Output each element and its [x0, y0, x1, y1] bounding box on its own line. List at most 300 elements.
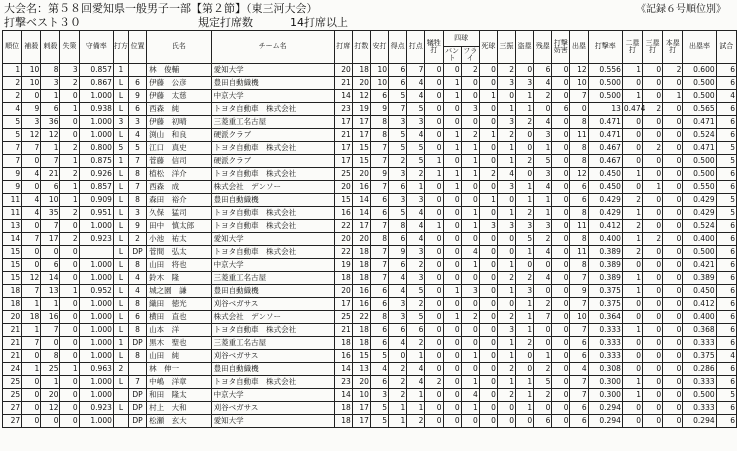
table-cell: 2 [60, 168, 79, 181]
table-cell: 0 [663, 324, 683, 337]
table-cell: 0 [479, 116, 497, 129]
table-cell: 6 [716, 64, 736, 77]
table-cell: 1 [461, 402, 479, 415]
table-cell: 0 [479, 246, 497, 259]
table-cell: 0.308 [588, 363, 622, 376]
table-cell: 株式会社 デンソー [211, 311, 334, 324]
table-cell: 12 [22, 129, 41, 142]
table-cell: 7 [570, 90, 588, 103]
table-cell: 0 [479, 324, 497, 337]
table-cell: 18 [352, 259, 370, 272]
table-cell: 20 [352, 233, 370, 246]
table-cell: 1 [113, 155, 128, 168]
table-cell: 0 [443, 415, 461, 428]
table-cell: 2 [497, 363, 515, 376]
table-row [3, 376, 737, 389]
table-cell: 0 [497, 90, 515, 103]
table-cell: 伊藤 初晴 [147, 116, 212, 129]
table-cell: 0 [497, 233, 515, 246]
table-cell: 6 [370, 298, 388, 311]
table-cell: 山田 純 [147, 350, 212, 363]
table-cell: 15 [352, 142, 370, 155]
table-cell: 18 [352, 324, 370, 337]
record-note: 《記録６号順位別》 [636, 4, 726, 15]
table-cell: 0 [60, 272, 79, 285]
table-cell: 1 [60, 194, 79, 207]
table-cell: 8 [389, 220, 407, 233]
table-cell: 9 [370, 168, 388, 181]
table-cell: 0 [497, 298, 515, 311]
table-cell: 0 [22, 415, 41, 428]
table-cell: 0.500 [683, 90, 716, 103]
table-cell: 21 [334, 324, 352, 337]
table-cell: 0 [60, 402, 79, 415]
table-cell: 0.412 [588, 220, 622, 233]
table-cell: 2 [497, 389, 515, 402]
table-cell: 22 [352, 311, 370, 324]
table-cell: 伊藤 公彦 [147, 77, 212, 90]
table-cell: 1.000 [79, 350, 113, 363]
table-cell: 3 [479, 220, 497, 233]
table-cell: 20 [334, 233, 352, 246]
table-cell: 0 [443, 246, 461, 259]
table-row [3, 233, 737, 246]
table-cell: 18 [352, 337, 370, 350]
table-cell: 17 [334, 116, 352, 129]
table-cell: 0.867 [79, 77, 113, 90]
table-cell: 7 [22, 285, 41, 298]
table-cell: 2 [643, 142, 663, 155]
table-cell: 0.909 [79, 194, 113, 207]
table-cell: 0 [663, 155, 683, 168]
table-cell: 6 [716, 233, 736, 246]
table-cell: 0 [552, 64, 570, 77]
table-cell: 0 [443, 116, 461, 129]
table-cell: 0.500 [683, 389, 716, 402]
table-cell: 2 [516, 272, 534, 285]
table-cell: 0 [41, 246, 60, 259]
table-cell: 1 [622, 272, 642, 285]
table-cell: 0.467 [588, 142, 622, 155]
table-cell: 20 [352, 168, 370, 181]
table-cell: 15 [334, 194, 352, 207]
table-cell: 1 [22, 324, 41, 337]
table-cell: 1 [497, 207, 515, 220]
table-cell: 0 [461, 194, 479, 207]
table-cell: 4 [129, 285, 147, 298]
table-cell: 6 [389, 181, 407, 194]
table-cell: 9 [3, 181, 22, 194]
table-cell: 1 [60, 285, 79, 298]
table-cell: 0 [622, 259, 642, 272]
table-cell: 0.333 [588, 324, 622, 337]
table-cell: 6 [370, 194, 388, 207]
table-cell: 25 [334, 311, 352, 324]
table-cell: 25 [41, 363, 60, 376]
table-cell: 0 [663, 207, 683, 220]
table-cell: 1 [407, 389, 425, 402]
table-cell: 1 [60, 155, 79, 168]
table-cell: 0.368 [683, 324, 716, 337]
table-cell: 2 [516, 155, 534, 168]
table-cell: 3 [461, 103, 479, 116]
table-cell: 0 [443, 259, 461, 272]
table-cell: 0 [622, 363, 642, 376]
table-cell: 0 [41, 337, 60, 350]
table-cell: 0 [622, 350, 642, 363]
table-cell: L [113, 311, 128, 324]
table-cell: 西森 純 [147, 103, 212, 116]
table-cell: 0 [622, 181, 642, 194]
table-cell: 4 [461, 246, 479, 259]
table-cell: 6 [716, 311, 736, 324]
table-cell: 0 [516, 350, 534, 363]
table-cell: 0 [663, 311, 683, 324]
table-cell: 1 [497, 376, 515, 389]
table-cell: 14 [334, 90, 352, 103]
table-cell: 0 [643, 324, 663, 337]
column-header: 失策 [60, 31, 79, 64]
table-cell: 6 [716, 220, 736, 233]
table-cell: 0.450 [683, 285, 716, 298]
table-cell: 0 [552, 337, 570, 350]
table-cell: 4 [570, 363, 588, 376]
table-cell: 1 [60, 103, 79, 116]
table-cell: 0 [461, 77, 479, 90]
table-cell: 0.471 [588, 116, 622, 129]
table-cell: 21 [334, 77, 352, 90]
table-cell: 0 [663, 142, 683, 155]
table-cell: 20 [334, 285, 352, 298]
column-header: 本塁打 [663, 31, 683, 64]
table-cell: 1 [534, 194, 552, 207]
table-cell: 3 [370, 389, 388, 402]
table-body [3, 64, 737, 428]
table-cell: 25 [334, 168, 352, 181]
sacrifice-subheader: フライ [461, 47, 479, 64]
table-cell: 6 [716, 363, 736, 376]
table-cell: 6 [716, 402, 736, 415]
required-pa-value: 14打席以上 [290, 16, 348, 29]
table-cell: 7 [3, 155, 22, 168]
table-cell: 13 [41, 285, 60, 298]
table-cell: 0 [479, 337, 497, 350]
table-cell: 5 [407, 311, 425, 324]
table-cell: 8 [129, 168, 147, 181]
table-cell: 0 [479, 103, 497, 116]
table-cell: 1.000 [79, 272, 113, 285]
table-cell: 5 [389, 90, 407, 103]
table-cell: 0 [443, 220, 461, 233]
table-cell: 0.429 [588, 207, 622, 220]
table-cell: 0 [60, 116, 79, 129]
table-cell: 2 [497, 311, 515, 324]
table-cell: 0 [622, 298, 642, 311]
table-cell: 5 [3, 116, 22, 129]
column-header: 打席 [334, 31, 352, 64]
table-cell: 0 [461, 116, 479, 129]
table-cell: 7 [570, 389, 588, 402]
table-cell: 0 [22, 220, 41, 233]
table-cell: 0 [479, 285, 497, 298]
table-cell: 0 [443, 194, 461, 207]
table-cell: 4 [407, 77, 425, 90]
table-cell: 2 [3, 77, 22, 90]
table-cell: 7 [41, 220, 60, 233]
table-cell: 2 [516, 337, 534, 350]
table-cell: 0 [425, 142, 443, 155]
table-cell: 2 [622, 194, 642, 207]
table-subtitle: 打撃ベスト３０ [4, 16, 81, 29]
table-cell: 11 [570, 129, 588, 142]
table-cell: 0.875 [79, 155, 113, 168]
table-cell: 0 [425, 246, 443, 259]
table-cell: 5 [534, 376, 552, 389]
table-cell: 1.000 [79, 298, 113, 311]
table-cell: 8 [570, 155, 588, 168]
table-cell: 6 [570, 337, 588, 350]
table-cell: 1 [407, 350, 425, 363]
table-cell: 8 [570, 142, 588, 155]
table-cell: 2 [60, 233, 79, 246]
table-cell: 1 [461, 220, 479, 233]
table-cell: 7 [370, 246, 388, 259]
table-cell: 2 [479, 168, 497, 181]
table-cell: 豊田自動織機 [211, 77, 334, 90]
table-cell: 0 [461, 324, 479, 337]
table-cell: 0 [663, 389, 683, 402]
table-row [3, 415, 737, 428]
table-cell: 0.857 [79, 181, 113, 194]
table-cell: 0.565 [683, 103, 716, 116]
table-cell: L [113, 129, 128, 142]
table-cell: 2 [643, 103, 663, 116]
table-cell: 3 [534, 220, 552, 233]
table-cell: 4 [716, 90, 736, 103]
table-cell: 1 [443, 311, 461, 324]
table-cell: 中嶋 洋章 [147, 376, 212, 389]
table-cell: 2 [461, 64, 479, 77]
table-cell: 1 [443, 77, 461, 90]
table-cell: 2 [534, 298, 552, 311]
table-row [3, 246, 737, 259]
table-cell: 6 [129, 103, 147, 116]
column-header: 打方 [113, 31, 128, 64]
table-cell: 7 [129, 376, 147, 389]
table-cell: 0 [60, 129, 79, 142]
table-cell: 1.000 [79, 220, 113, 233]
table-cell: 0 [479, 259, 497, 272]
table-cell: 20 [352, 77, 370, 90]
table-cell: 0 [643, 116, 663, 129]
table-cell: 3 [113, 116, 128, 129]
table-cell: 0 [479, 142, 497, 155]
table-cell: 0 [443, 363, 461, 376]
table-cell: 2 [534, 233, 552, 246]
table-cell: 1 [443, 90, 461, 103]
table-cell: 7 [570, 376, 588, 389]
table-cell: 1 [516, 90, 534, 103]
table-cell: 1 [461, 259, 479, 272]
table-cell: 6 [716, 298, 736, 311]
table-cell: 0 [534, 324, 552, 337]
table-cell: 0.364 [588, 311, 622, 324]
table-cell: 18 [352, 246, 370, 259]
tournament-title: 大会名：第５８回愛知県一般男子一部【第２節】（東三河大会） [4, 2, 318, 15]
table-cell: 山本 洋 [147, 324, 212, 337]
table-cell: 14 [3, 233, 22, 246]
table-cell: 0 [663, 402, 683, 415]
table-cell: 0 [643, 350, 663, 363]
table-cell: 7 [370, 220, 388, 233]
table-row [3, 298, 737, 311]
table-cell: 林 俊輔 [147, 64, 212, 77]
table-cell: 0 [22, 246, 41, 259]
table-cell: 3 [389, 168, 407, 181]
table-cell: 6 [716, 376, 736, 389]
table-cell: 5 [3, 129, 22, 142]
table-cell: 7 [570, 324, 588, 337]
table-cell: 7 [407, 64, 425, 77]
table-cell: 3 [461, 285, 479, 298]
table-cell: 3 [389, 194, 407, 207]
table-cell: 6 [389, 233, 407, 246]
table-cell: 16 [352, 285, 370, 298]
table-cell: 1 [389, 402, 407, 415]
table-cell: 2 [534, 389, 552, 402]
table-cell: 0.923 [79, 402, 113, 415]
column-header: 盗塁 [516, 31, 534, 64]
table-cell: 2 [516, 116, 534, 129]
table-cell: 5 [407, 142, 425, 155]
table-cell: 10 [352, 389, 370, 402]
table-cell: 6 [370, 324, 388, 337]
table-row [3, 259, 737, 272]
table-cell: 1 [622, 376, 642, 389]
table-cell: 三菱重工名古屋 [211, 272, 334, 285]
table-cell: 0 [552, 285, 570, 298]
table-cell: L [113, 220, 128, 233]
table-cell: 0 [479, 415, 497, 428]
table-cell: 4 [497, 168, 515, 181]
table-cell: 0.294 [588, 402, 622, 415]
table-cell [79, 246, 113, 259]
table-cell: 5 [389, 142, 407, 155]
table-cell: 6 [570, 415, 588, 428]
table-cell: 0 [534, 259, 552, 272]
table-cell: 0.333 [588, 350, 622, 363]
table-cell: 豊田自動織機 [211, 285, 334, 298]
table-cell: 0 [552, 116, 570, 129]
table-cell: 西森 成 [147, 181, 212, 194]
table-cell: 0 [479, 363, 497, 376]
table-cell: 1 [663, 90, 683, 103]
table-cell: 3 [389, 298, 407, 311]
table-cell: 0 [534, 337, 552, 350]
table-cell: 1 [497, 285, 515, 298]
table-cell: 0 [425, 324, 443, 337]
table-cell: 6 [534, 415, 552, 428]
column-header: 犠牲打 [425, 31, 443, 64]
table-cell: 23 [334, 103, 352, 116]
table-cell: 1 [622, 324, 642, 337]
table-cell: 0 [643, 311, 663, 324]
table-cell: 1 [22, 298, 41, 311]
table-cell: 3 [516, 220, 534, 233]
table-cell: 1 [461, 376, 479, 389]
table-cell: 2 [389, 155, 407, 168]
table-cell: 17 [352, 129, 370, 142]
column-header: 二塁打 [622, 31, 642, 64]
table-cell: 0.389 [588, 259, 622, 272]
table-row [3, 103, 737, 116]
table-cell: 0 [389, 350, 407, 363]
table-cell: 0 [622, 155, 642, 168]
table-cell: 20 [352, 376, 370, 389]
table-cell: 2 [497, 64, 515, 77]
table-cell: 0 [643, 415, 663, 428]
table-cell: 0 [443, 337, 461, 350]
table-cell: 0.500 [683, 77, 716, 90]
table-cell: 2 [407, 168, 425, 181]
batting-stats-table [2, 30, 737, 428]
table-cell: 3 [407, 194, 425, 207]
table-cell: 1 [516, 194, 534, 207]
table-cell: 0.429 [683, 194, 716, 207]
table-cell: 0.800 [79, 142, 113, 155]
table-cell: 3 [497, 77, 515, 90]
table-cell: 0 [22, 376, 41, 389]
table-header [3, 31, 737, 64]
table-cell: 0 [443, 103, 461, 116]
table-cell: 0 [552, 350, 570, 363]
table-cell: 7 [22, 142, 41, 155]
table-cell: 0 [663, 220, 683, 233]
table-cell: 3 [129, 116, 147, 129]
table-cell: 3 [407, 246, 425, 259]
table-cell: 0 [497, 246, 515, 259]
table-cell: 1 [497, 103, 515, 116]
table-cell: 0 [643, 337, 663, 350]
table-cell: 3 [407, 272, 425, 285]
table-cell: 0.500 [683, 246, 716, 259]
table-cell: 4 [716, 350, 736, 363]
table-cell: 2 [425, 376, 443, 389]
table-cell: 1 [622, 389, 642, 402]
table-cell: 20 [334, 181, 352, 194]
table-cell: 7 [370, 181, 388, 194]
table-cell: 8 [370, 311, 388, 324]
table-cell: 0 [22, 402, 41, 415]
column-header: 試合 [716, 31, 736, 64]
table-cell: 4 [407, 90, 425, 103]
table-cell: 4 [407, 363, 425, 376]
table-cell: 0 [425, 77, 443, 90]
table-cell: 0 [643, 298, 663, 311]
table-cell: 0 [534, 103, 552, 116]
table-cell: 10 [22, 77, 41, 90]
column-header: 打撃妨害 [552, 31, 570, 64]
column-header: 死球 [479, 31, 497, 64]
table-cell: 0 [643, 194, 663, 207]
table-cell: 0 [552, 90, 570, 103]
table-cell: 0 [425, 194, 443, 207]
table-cell: 0 [443, 155, 461, 168]
table-cell: 0 [425, 129, 443, 142]
table-cell: 0 [643, 285, 663, 298]
table-cell: 0 [60, 324, 79, 337]
table-cell: 6 [716, 272, 736, 285]
